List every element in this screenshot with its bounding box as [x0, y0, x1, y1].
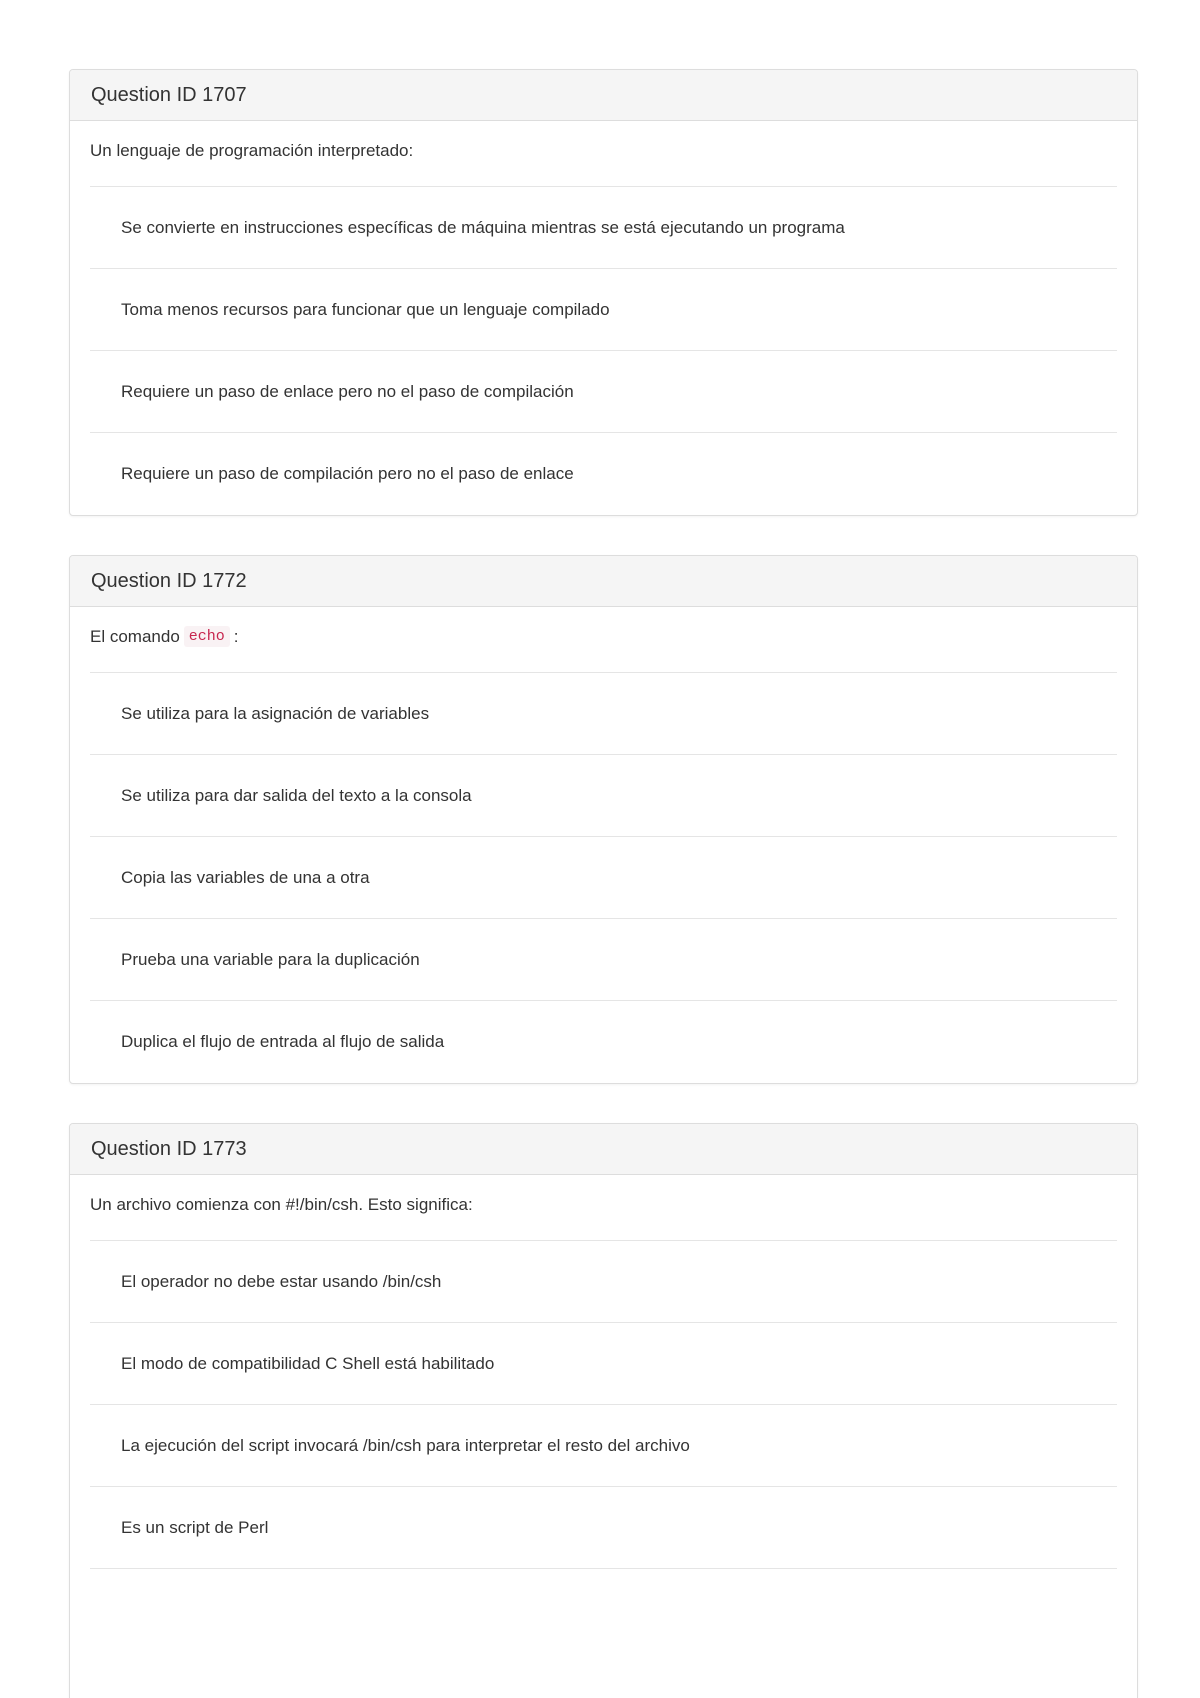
answer-option[interactable]: La ejecución del script invocará /bin/csh para interpretar el resto del archivo	[90, 1405, 1117, 1487]
question-prompt: Un archivo comienza con #!/bin/csh. Esto significa:	[90, 1175, 1117, 1241]
answer-option[interactable]: Duplica el flujo de entrada al flujo de salida	[121, 1032, 445, 1051]
answer-option[interactable]: Se convierte en instrucciones específicas de máquina mientras se está ejecutando un programa	[90, 187, 1117, 269]
answer-list	[90, 1241, 1117, 1569]
answer-option[interactable]: Prueba una variable para la duplicación	[90, 919, 1117, 1001]
question-body	[70, 607, 1137, 1083]
answer-option[interactable]: Requiere un paso de compilación pero no el paso de enlace	[121, 464, 574, 483]
question-panel-1773	[69, 1123, 1138, 1698]
question-prompt	[90, 607, 1117, 673]
question-body	[70, 121, 1137, 515]
answer-option[interactable]: Copia las variables de una a otra	[90, 837, 1117, 919]
question-prompt: Un lenguaje de programación interpretado:	[90, 121, 1117, 187]
answer-list	[90, 187, 1117, 515]
question-header: Question ID 1707	[70, 70, 1137, 121]
answer-list	[90, 673, 1117, 1083]
answer-option[interactable]: El operador no debe estar usando /bin/csh	[90, 1241, 1117, 1323]
prompt-code: echo	[184, 626, 230, 647]
question-panel-1707	[69, 69, 1138, 516]
answer-option[interactable]: Requiere un paso de enlace pero no el paso de compilación	[90, 351, 1117, 433]
answer-option[interactable]: Es un script de Perl	[90, 1487, 1117, 1569]
answer-option[interactable]: Se utiliza para la asignación de variables	[90, 673, 1117, 755]
question-body	[70, 1175, 1137, 1569]
question-panel-1772	[69, 555, 1138, 1084]
question-header: Question ID 1773	[70, 1124, 1137, 1175]
answer-option[interactable]: Se utiliza para dar salida del texto a la consola	[90, 755, 1117, 837]
answer-option[interactable]: Toma menos recursos para funcionar que un lenguaje compilado	[90, 269, 1117, 351]
prompt-text-before: El comando	[90, 626, 180, 646]
answer-option[interactable]: El modo de compatibilidad C Shell está habilitado	[90, 1323, 1117, 1405]
prompt-text-after: :	[233, 626, 239, 646]
question-header: Question ID 1772	[70, 556, 1137, 607]
